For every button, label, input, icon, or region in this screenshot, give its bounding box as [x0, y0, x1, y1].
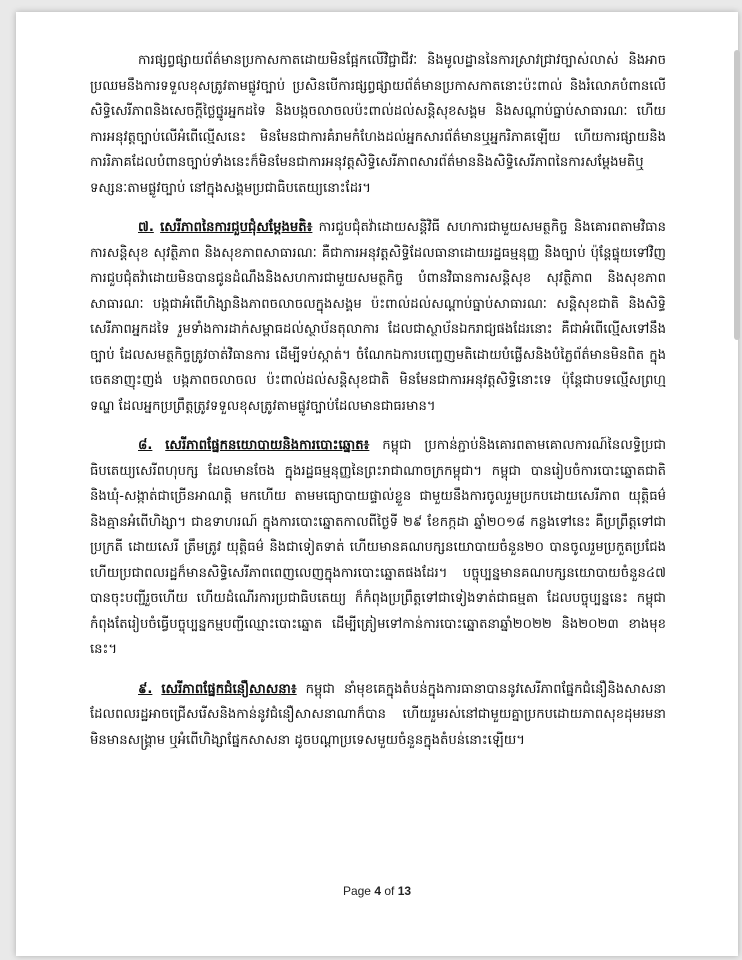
paragraph-text: កម្ពុជា ប្រកាន់ភ្ជាប់និងគោរពតាមគោលការណ៍នៃលទ្ធិប្រជាធិបតេយ្យសេរីពហុបក្ស ដែលមានចែង ក្នុងរដ្ឋធម្មនុញ្ញនៃព្រះរាជាណាចក្រកម្ពុជា។ កម្ពុជា បានរៀបចំការបោះឆ្នោតជាតិ និងឃុំ-សង្កាត់ជាច្រើនអាណត្តិ មកហើយ តាមមធ្យោបាយផ្ទាល់ខ្លួន ជាមួយនឹងការចូលរួមប្រកបដោយសេរីភាព យុត្តិធម៌ និងគ្មានអំពើហិង្សា។ ជាឧទាហរណ៍ ក្នុងការបោះឆ្នោតកាលពីថ្ងៃទី ២៩ ខែកក្កដា ឆ្នាំ២០១៨ កន្លងទៅនេះ គឺប្រព្រឹត្តទៅជាប្រក្រតី ដោយសេរី ត្រឹមត្រូវ យុត្តិធម៌ និងជាទៀតទាត់ ហើយមានគណបក្សនយោបាយចំនួន២០ បានចូលរួមប្រកួតប្រជែង ហើយប្រជាពលរដ្ឋក៏មានសិទ្ធិសេរីភាពពេញលេញក្នុងការបោះឆ្នោតផងដែរ។ បច្ចុប្បន្នមានគណបក្សនយោបាយចំនួន៤៧ បានចុះបញ្ជីរួចហើយ ហើយដំណើរការប្រជាធិបតេយ្យ ក៏កំពុងប្រព្រឹត្តទៅជាទៀងទាត់ជាធម្មតា ដែលបច្ចុប្បន្ននេះ កម្ពុជាកំពុងតែរៀបចំធ្វើបច្ចុប្បន្នកម្មបញ្ជីឈ្មោះបោះឆ្នោត ដើម្បីត្រៀមទៅកាន់ការបោះឆ្នោតនាឆ្នាំ២០២២ និង២០២៣ ខាងមុខនេះ។ — [90, 438, 666, 657]
paragraph-number: ៨. — [138, 438, 153, 453]
document-page — [16, 12, 738, 956]
page-number-footer — [16, 884, 738, 898]
paragraph-7-freedom-of-assembly — [90, 215, 666, 419]
paragraph-text: កម្ពុជា នាំមុខគេក្នុងតំបន់ក្នុងការធានាបាននូវសេរីភាពផ្នែកជំនឿនិងសាសនា ដែលពលរដ្ឋអាចជ្រើសរើសនិងកាន់នូវជំនឿសាសនាណាក៏បាន ហើយរួមរស់នៅជាមួយគ្នាប្រកបដោយភាពសុខដុមរមនា មិនមានសង្គ្រាម ឬអំពើហិង្សាផ្នែកសាសនា ដូចបណ្ដាប្រទេសមួយចំនួនក្នុងតំបន់នោះឡើយ។ — [90, 681, 666, 748]
document-body — [90, 48, 666, 767]
scrollbar[interactable] — [734, 50, 740, 340]
page-current: 4 — [374, 884, 381, 898]
paragraph-text: ការផ្សព្វផ្សាយព័ត៌មានប្រកាសកាតដោយមិនផ្អែកលើវិជ្ជាជីវៈ និងមូលដ្ឋាននៃការស្រាវជ្រាវច្បាស់លាស់ និងអាចប្រឈមនឹងការទទួលខុសត្រូវតាមផ្លូវច្បាប់ ប្រសិនបើការផ្សព្វផ្សាយព័ត៌មានប្រកាសកាតនោះប៉ះពាល់ និងរំលោភបំពានលើសិទ្ធិសេរីភាពនិងសេចក្ដីថ្លៃថ្នូរអ្នកដទៃ និងបង្កចលាចលប៉ះពាល់ដល់សន្តិសុខសង្គម និងសណ្ដាប់ធ្នាប់សាធារណៈ ហើយការអនុវត្តច្បាប់លើអំពើល្មើសនេះ មិនមែនជាការគំរាមកំហែងដល់អ្នកសារព័ត៌មានឬអ្នករិភាគឡើយ ហើយការផ្សាយនិងការរិភាគដែលបំពានច្បាប់ទាំងនេះក៏មិនមែនជាការអនុវត្តសិទ្ធិសេរីភាពសារព័ត៌មាននិងសិទ្ធិសេរីភាពនៃការសម្ដែងមតិឬទស្សនៈតាមផ្លូវច្បាប់ នៅក្នុងសង្គមប្រជាធិបតេយ្យនោះដែរ។ — [90, 53, 666, 196]
paragraph-8-political-freedom — [90, 433, 666, 663]
paragraph-number: ៧. — [138, 220, 154, 235]
paragraph-heading: សេរីភាពនៃការជួបជុំសម្ដែងមតិ៖ — [160, 220, 313, 235]
paragraph-number: ៩. — [138, 681, 153, 697]
paragraph-9-religious-freedom — [90, 677, 666, 754]
paragraph-intro — [90, 48, 666, 201]
paragraph-heading: សេរីភាពផ្នែកជំនឿសាសនា៖ — [161, 681, 297, 697]
paragraph-text: ការជួបជុំតវ៉ាដោយសន្តិវិធី សហការជាមួយសមត្ថកិច្ច និងគោរពតាមវិធានការសន្តិសុខ សុវត្ថិភាព និងសុខភាពសាធារណៈ គឺជាការអនុវត្តសិទ្ធិដែលធានាដោយរដ្ឋធម្មនុញ្ញ និងច្បាប់ ប៉ុន្តែផ្ទុយទៅវិញ ការជួបជុំតវ៉ាដោយមិនបានជូនដំណឹងនិងសហការជាមួយសមត្ថកិច្ច បំពានវិធានការសន្តិសុខ សុវត្ថិភាព និងសុខភាពសាធារណៈ បង្កជាអំពើហិង្សានិងភាពចលាចលក្នុងសង្គម ប៉ះពាល់ដល់សណ្ដាប់ធ្នាប់សាធារណៈ សន្តិសុខជាតិ និងសិទ្ធិសេរីភាពអ្នកដទៃ រួមទាំងការដាក់សម្ពាធដល់ស្ថាប័នតុលាការ ដែលជាស្ថាប័នឯករាជ្យផងដែរនោះ គឺជាអំពើល្មើសទៅនឹងច្បាប់ ដែលសមត្ថកិច្ចត្រូវចាត់វិធានការ ដើម្បីទប់ស្កាត់។ ចំណែកឯការបញ្ចេញមតិដោយបំផ្លើសនិងបំភ្លៃព័ត៌មានមិនពិត ក្នុងចេតនាញុះញង់ បង្កភាពចលាចល ប៉ះពាល់ដល់សន្តិសុខជាតិ មិនមែនជាការអនុវត្តសិទ្ធិនោះទេ ប៉ុន្តែជាបទល្មើសព្រហ្មទណ្ឌ ដែលអ្នកប្រព្រឹត្តត្រូវទទួលខុសត្រូវតាមផ្លូវច្បាប់ដែលមានជាធរមាន។ — [90, 220, 666, 414]
page-total: 13 — [397, 884, 412, 898]
page-of-label: of — [384, 884, 395, 898]
page-label: Page — [342, 884, 371, 898]
paragraph-heading: សេរីភាពផ្នែកនយោបាយនិងការបោះឆ្នោត៖ — [165, 438, 370, 453]
